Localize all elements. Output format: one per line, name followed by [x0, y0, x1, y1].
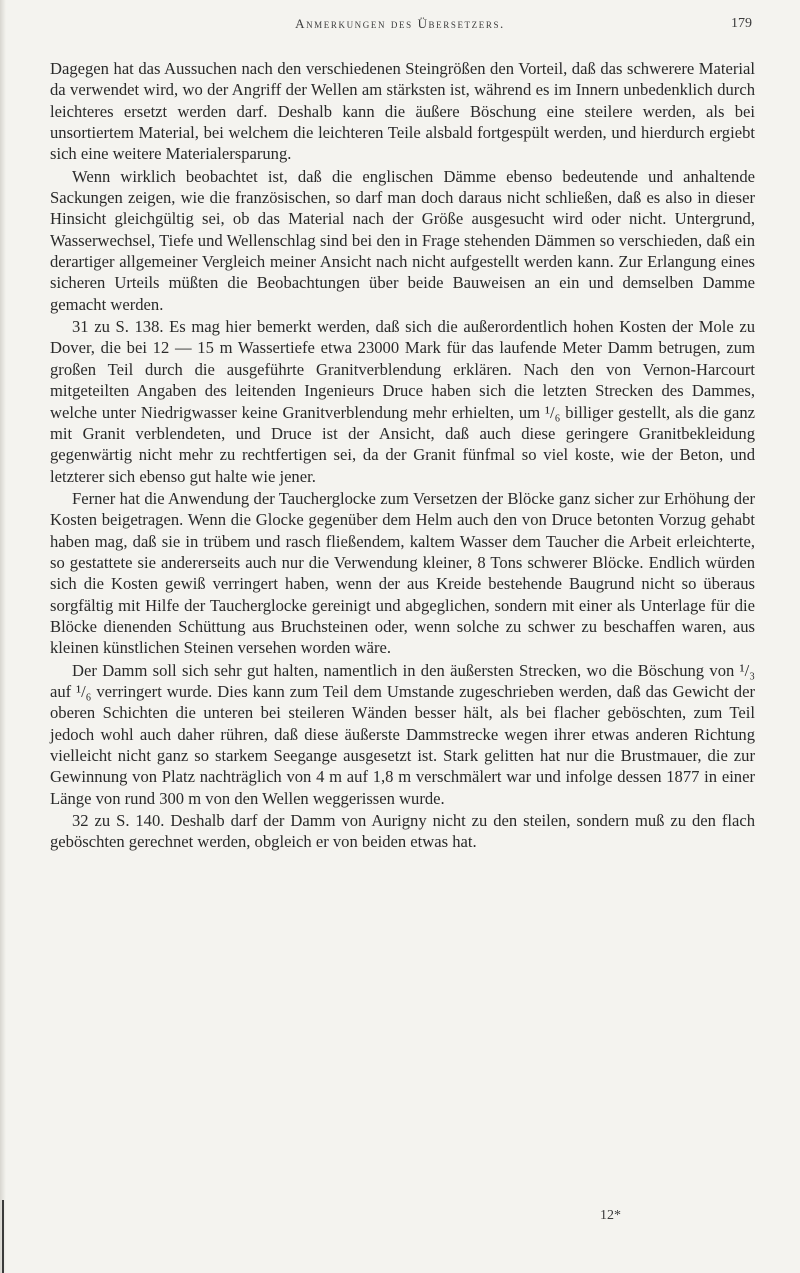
- body-text: [50, 58, 755, 854]
- paragraph-note-31: 31 zu S. 138. Es mag hier bemerkt werden, daß sich die außerordentlich hohen Kosten der Mole zu Dover, die bei 12 — 15 m Wassertiefe etwa 23000 Mark für das laufende Meter Damm betrugen, zum großen Teil durch die ausgeführte Granitverblendung erklären. Nach den von Vernon-Harcourt mitgeteilten Angaben des leitenden Ingenieurs Druce haben sich die letzten Strecken des Dammes, welche unter Niedrigwasser keine Granitverblendung mehr erhielten, um ¹/₆ billiger gestellt, als die ganz mit Granit verblendeten, und Druce ist der Ansicht, daß auch diese geringere Granitbekleidung gegenwärtig nicht mehr zu rechtfertigen sei, da der Granit fünfmal so viel koste, wie der Beton, und letzterer sich ebenso gut halte wie jener.: [50, 317, 755, 486]
- page-number: 179: [731, 16, 752, 31]
- running-head: Anmerkungen des Übersetzers.: [295, 16, 505, 31]
- binding-mark: [2, 1200, 4, 1273]
- sheet-signature: 12*: [600, 1208, 621, 1223]
- page-edge: [0, 0, 6, 1273]
- paragraph: Der Damm soll sich sehr gut halten, namentlich in den äußersten Strecken, wo die Böschung von ¹/₃ auf ¹/₆ verringert wurde. Dies kann zum Teil dem Umstande zugeschrieben werden, daß das Gewicht der oberen Schichten die unteren bei steileren Wänden besser hält, als bei flacher geböschten, zum Teil jedoch wohl auch daher rühren, daß diese äußerste Dammstrecke wegen ihrer etwas anderen Richtung vielleicht nicht ganz so starkem Seegange ausgesetzt ist. Stark gelitten hat nur die Brustmauer, die zur Gewinnung von Platz nachträglich von 4 m auf 1,8 m verschmälert war und infolge dessen 1877 in einer Länge von rund 300 m von den Wellen weggerissen wurde.: [50, 660, 755, 808]
- paragraph: Dagegen hat das Aussuchen nach den verschiedenen Steingrößen den Vorteil, daß das schwerere Material da verwendet wird, wo der Angriff der Wellen am stärksten ist, während es im Innern unbedenklich durch leichteres ersetzt werden darf. Deshalb kann die äußere Böschung eine steilere werden, als bei unsortiertem Material, bei welchem die leichteren Teile alsbald fortgespült werden, und hierdurch ergiebt sich eine weitere Materialersparung.: [50, 59, 755, 164]
- paragraph: Wenn wirklich beobachtet ist, daß die englischen Dämme ebenso bedeutende und anhaltende Sackungen zeigen, wie die französischen, so darf man doch daraus nicht schließen, daß es also in dieser Hinsicht gleichgültig sei, ob das Material nach der Größe ausgesucht wird oder nicht. Untergrund, Wasserwechsel, Tiefe und Wellenschlag sind bei den in Frage stehenden Dämmen so verschieden, daß ein derartiger allgemeiner Vergleich meiner Ansicht nach nicht aufgestellt werden kann. Zur Erlangung eines sicheren Urteils müßten die Beobachtungen über beide Bauweisen an ein und demselben Damme gemacht werden.: [50, 166, 755, 314]
- page-header: [0, 16, 800, 40]
- paragraph-note-32: 32 zu S. 140. Deshalb darf der Damm von Aurigny nicht zu den steilen, sondern muß zu den flach geböschten gerechnet werden, obgleich er von beiden etwas hat.: [50, 811, 755, 852]
- paragraph: Ferner hat die Anwendung der Taucherglocke zum Versetzen der Blöcke ganz sicher zur Erhöhung der Kosten beigetragen. Wenn die Glocke gegenüber dem Helm auch den von Druce betonten Vorzug gehabt haben mag, daß sie in trübem und rasch fließendem, kaltem Wasser dem Taucher die Arbeit erleichterte, so gestattete sie andererseits auch nur die Verwendung kleiner, 8 Tons schwerer Blöcke. Endlich würden sich die Kosten gewiß verringert haben, wenn der aus Kreide bestehende Baugrund nicht so überaus sorgfältig mit Hilfe der Taucherglocke gereinigt und abgeglichen, sondern mit einer als Unterlage für die Blöcke dienenden Schüttung aus Bruchsteinen oder, wenn solche zu schwer zu beschaffen waren, aus kleinen künstlichen Steinen versehen worden wäre.: [50, 488, 755, 658]
